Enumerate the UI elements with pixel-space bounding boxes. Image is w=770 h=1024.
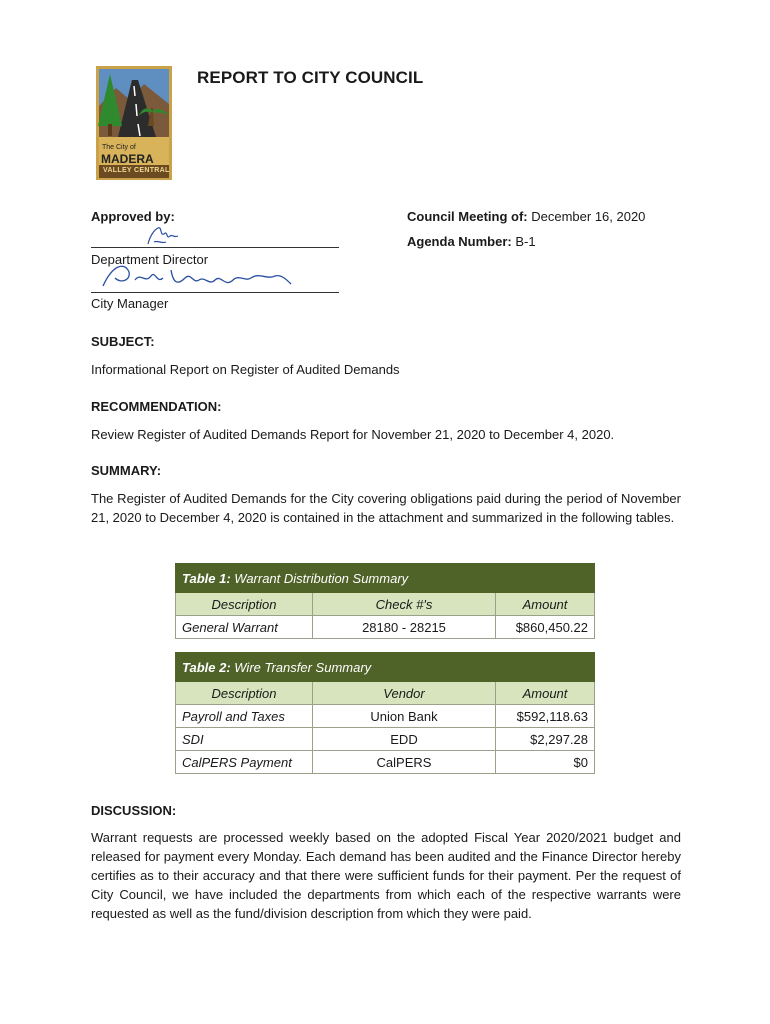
agenda-number-label: Agenda Number:: [407, 234, 512, 249]
approved-by-label: Approved by:: [91, 209, 175, 224]
table1-caption-prefix: Table 1:: [182, 570, 231, 586]
logo-line2: MADERA: [101, 152, 154, 166]
city-manager-signature-line: [91, 292, 339, 293]
report-title: REPORT TO CITY COUNCIL: [197, 68, 424, 87]
table1-header-amount: Amount: [496, 593, 595, 616]
agenda-number: [407, 234, 536, 249]
table-row: [176, 728, 595, 751]
recommendation-heading: RECOMMENDATION:: [91, 399, 222, 414]
table2-header-description: Description: [176, 682, 313, 705]
discussion-heading: DISCUSSION:: [91, 803, 177, 818]
logo-line3: VALLEY CENTRAL: [103, 167, 170, 174]
table2-cell-vendor: CalPERS: [313, 751, 496, 774]
table2-cell-description: Payroll and Taxes: [176, 705, 313, 728]
table2-header-vendor: Vendor: [313, 682, 496, 705]
table2-caption-prefix: Table 2:: [182, 659, 231, 675]
table2-cell-amount: $592,118.63: [496, 705, 595, 728]
director-initials-signature: [140, 222, 184, 248]
table2-caption-text: Wire Transfer Summary: [234, 659, 372, 675]
table-row: [176, 616, 595, 639]
table2-cell-vendor: EDD: [313, 728, 496, 751]
recommendation-text: Review Register of Audited Demands Report for November 21, 2020 to December 4, 2020.: [91, 427, 615, 442]
table1-header-check: Check #'s: [313, 593, 496, 616]
wire-transfer-table: [175, 652, 595, 774]
table1-cell-description: General Warrant: [176, 616, 313, 639]
table2-header-row: [176, 682, 595, 705]
city-logo: [96, 66, 172, 180]
summary-heading: SUMMARY:: [91, 463, 162, 478]
subject-text: Informational Report on Register of Audited Demands: [91, 362, 400, 377]
discussion-text: Warrant requests are processed weekly based on the adopted Fiscal Year 2020/2021 budget and released for payment every Monday. Each demand has been audited and the Finance Director hereby certifies as to their accuracy and that there were sufficient funds for their payment. Per the request of City Council, we have included the departments from which each of the respective warrants were requested as well as the fund/division description from which they were paid.: [91, 830, 681, 921]
council-meeting: [407, 209, 645, 224]
table-row: [176, 705, 595, 728]
council-meeting-label: Council Meeting of:: [407, 209, 528, 224]
table1-caption: [176, 564, 595, 593]
table2-cell-description: SDI: [176, 728, 313, 751]
table1-caption-text: Warrant Distribution Summary: [234, 570, 409, 586]
table1-header-row: [176, 593, 595, 616]
table2-header-amount: Amount: [496, 682, 595, 705]
table2-cell-description: CalPERS Payment: [176, 751, 313, 774]
table1-header-description: Description: [176, 593, 313, 616]
table-row: [176, 751, 595, 774]
department-director-label: Department Director: [91, 252, 209, 267]
city-manager-label: City Manager: [91, 296, 169, 311]
table2-caption: [176, 653, 595, 682]
table1-cell-check: 28180 - 28215: [313, 616, 496, 639]
agenda-number-value: B-1: [515, 234, 536, 249]
logo-line1: The City of: [102, 144, 136, 151]
table1-cell-amount: $860,450.22: [496, 616, 595, 639]
table2-cell-amount: $0: [496, 751, 595, 774]
subject-heading: SUBJECT:: [91, 334, 155, 349]
table2-cell-vendor: Union Bank: [313, 705, 496, 728]
table2-cell-amount: $2,297.28: [496, 728, 595, 751]
director-signature-line: [91, 247, 339, 248]
council-meeting-value: December 16, 2020: [531, 209, 646, 224]
warrant-distribution-table: [175, 563, 595, 639]
summary-text: The Register of Audited Demands for the City covering obligations paid during the period of November 21, 2020 to December 4, 2020 is contained in the attachment and summarized in the following tables.: [91, 491, 681, 525]
